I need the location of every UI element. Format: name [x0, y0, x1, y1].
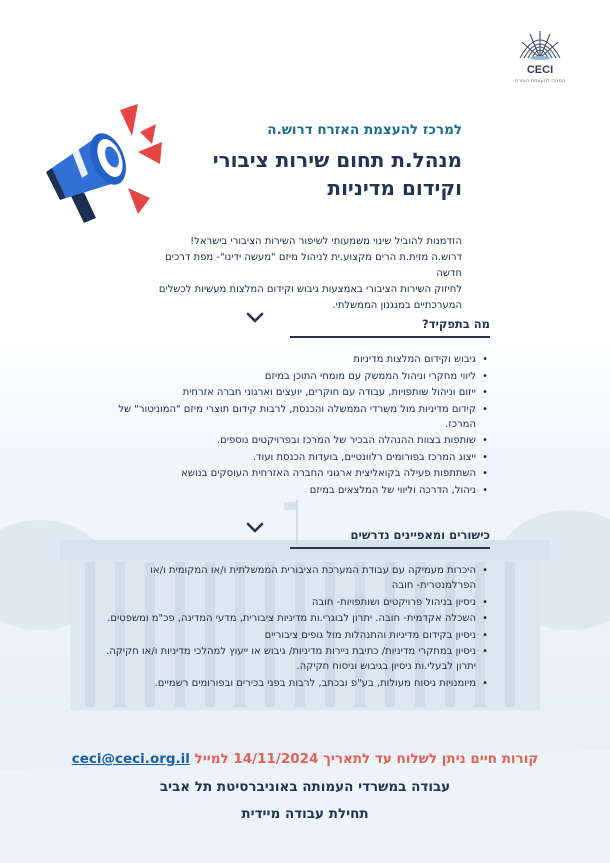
intro-line: הזדמנות להוביל שינוי משמעותי לשיפור השירות הציבורי בישראל! — [190, 236, 462, 247]
intro-line: המערכתיים במנגנון הממשלתי. — [332, 300, 462, 311]
intro-line: לחיזוק השירות הציבורי באמצעות גיבוש וקידום המלצות מעשיות לכשלים — [158, 284, 462, 295]
list-item: • השכלה אקדמית- חובה. יתרון לבוגרי.ות מדיניות ציבורית, מדעי המדינה, פכ"מ ומשפטים. — [106, 611, 476, 626]
list-item: • ניסיון בניהול פרויקטים ושותפויות- חובה — [106, 595, 476, 610]
list-item: • ניסיון בקידום מדיניות והתנהלות מול גופים ציבוריים — [106, 628, 476, 643]
job-title-line-2: וקידום מדיניות — [327, 176, 462, 200]
list-item: • השתתפות פעילה בקואליצית ארגוני החברה האזרחית העוסקים בנושא — [106, 466, 476, 481]
list-item: • שותפות בצוות ההנהלה הבכיר של המרכז ובפרויקטים נוספים. — [106, 433, 476, 448]
email-link[interactable]: ceci@ceci.org.il — [71, 751, 190, 767]
header — [142, 122, 462, 202]
role-list — [106, 352, 490, 499]
chevron-down-icon — [245, 311, 265, 325]
ceci-logo — [500, 28, 580, 84]
list-item: • גיבוש וקידום המלצות מדיניות — [106, 352, 476, 367]
qualifications-section-title: כישורים ומאפיינים נדרשים — [350, 528, 490, 542]
list-item: • ייצוג המרכז בפורומים רלוונטיים, בועדות הכנסת ועוד. — [106, 450, 476, 465]
list-item: • מיומנויות ניסוח מעולות, בע"פ ובכתב, לרבות בפני בכירים ובפורומים רשמיים. — [106, 676, 476, 691]
start-date: תחילת עבודה מיידית — [241, 806, 369, 822]
job-subtitle: למרכז להעצמת האזרח דרוש.ה — [267, 122, 462, 138]
list-item: • ניסיון במחקרי מדיניות/ כתיבת ניירות מדיניות/ גיבוש או ייעוץ למהלכי מדיניות ו/או חקיקה. יתרון לבעלי.ות ניסיון בגיבוש וניסוח חקיקה. — [106, 644, 476, 674]
qualifications-list — [106, 563, 490, 692]
logo-name: CECI — [526, 64, 554, 76]
list-item: • קידום מדיניות מול משרדי הממשלה והכנסת, לרבות קידום תוצרי מיזם "המוניטור" של המרכז. — [106, 402, 476, 432]
cv-submission-line — [0, 751, 610, 767]
cv-deadline-text: קורות חיים ניתן לשלוח עד לתאריך 14/11/2024 למייל — [194, 751, 539, 767]
section-divider — [290, 336, 490, 338]
ceci-logo-mark — [516, 28, 564, 62]
intro-line: דרוש.ה מזית.ת הרים מקצוע.ית לניהול מיזם "מעשה ידינו"- מפת דרכים חדשה — [165, 252, 462, 279]
intro-paragraph — [137, 234, 462, 314]
job-title — [142, 146, 462, 202]
list-item: • ניהול, הדרכה וליווי של המלצאים במיזם — [106, 483, 476, 498]
job-title-line-1: מנהל.ת תחום שירות ציבורי — [212, 148, 462, 172]
role-section-title: מה בתפקיד? — [422, 317, 490, 331]
chevron-down-icon — [245, 521, 265, 535]
list-item: • היכרות מעמיקה עם עבודת המערכת הציבורית הממשלתית ו/או המקומית ו/או הפרלמנטרית- חובה — [106, 563, 476, 593]
logo-tagline: המרכז להעצמת האזרח — [514, 78, 566, 84]
list-item: • ליווי מחקרי וניהול הממשק עם מומחי התוכן במיזם — [106, 369, 476, 384]
section-divider — [290, 547, 490, 549]
work-location: עבודה במשרדי העמותה באוניברסיטת תל אביב — [159, 779, 451, 795]
list-item: • ייזום וניהול שותפויות, עבודה עם חוקרים, יועצים וארגוני חברה אזרחית — [106, 385, 476, 400]
